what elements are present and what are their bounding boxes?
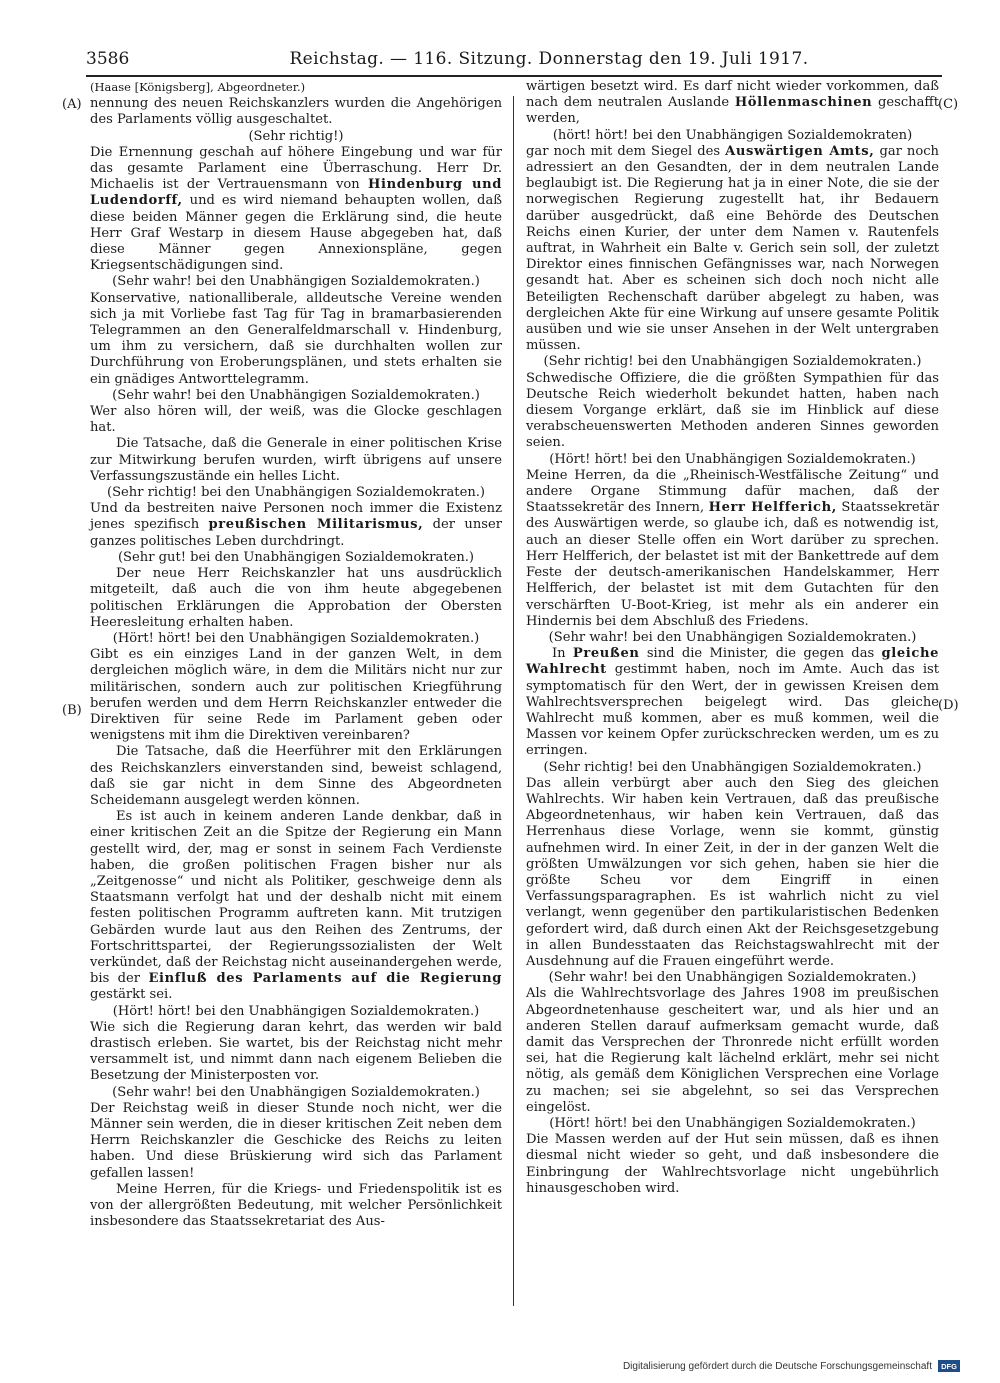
paragraph: Wie sich die Regierung daran kehrt, das werden wir bald drastisch erleben. Sie wartet, bis der Reichstag nicht mehr versammelt ist, und nimmt dann nach eigenem Belieben die Besetzung der Ministerposten vor. (90, 1019, 502, 1084)
speaker-attribution: (Haase [Königsberg], Abgeordneter.) (90, 80, 306, 94)
margin-marker-b: (B) (62, 703, 82, 718)
paragraph: Die Massen werden auf der Hut sein müssen, daß es ihnen diesmal nicht wieder so geht, und daß insbesondere die Einbringung der Wahlrechtsvorlage nicht ungebührlich hinausgeschoben wird. (526, 1132, 939, 1196)
paragraph: Konservative, nationalliberale, alldeutsche Vereine wenden sich ja mit Vorliebe fast Tag für Tag in bramarbasierenden Telegrammen an den Generalfeldmarschall v. Hindenburg, um ihm zu versichern, daß sie durchhalten wollen zur Durchführung von Eroberungsplänen, und stets erhalten sie ein gnädiges Antworttelegramm. (90, 290, 502, 387)
interjection: (hört! hört! bei den Unabhängigen Sozialdemokraten) (552, 127, 913, 143)
interjection: (Hört! hört! bei den Unabhängigen Sozialdemokraten.) (112, 630, 480, 646)
credit-text: Digitalisierung gefördert durch die Deutsche Forschungsgemeinschaft (622, 1360, 932, 1372)
paragraph: In Preußen sind die Minister, die gegen das gleiche Wahlrecht gestimmt haben, noch im Amte. Auch das ist symptomatisch für den Wert, der in gewissen Kreisen dem Wahlrechtsversprechen beigelegt wird. Das gleiche Wahlrecht muß kommen, aber es muß kommen, weil die Massen vor keinem Opfer zurückschrecken werden, um es zu erringen. (526, 646, 940, 759)
paragraph: Das allein verbürgt aber auch den Sieg des gleichen Wahlrechts. Wir haben kein Vertrauen, daß das preußische Abgeordnetenhaus, wir haben kein Vertrauen, daß das Herrenhaus diese Vorlage, wenn sie kommt, günstig aufnehmen wird. In einer Zeit, in der in der ganzen Welt die größten Umwälzungen vor sich gehen, haben sie hier die größte Scheu vor dem Eingriff in einen Verfassungsparagraphen. Es ist wahrlich nicht zu viel verlangt, wenn gegenüber den partikularistischen Bedenken gefordert wird, daß durch einen Akt der Reichsgesetzgebung in allen Bundesstaaten das Reichstagswahlrecht mit der Ausdehnung auf die Frauen eingeführt werde. (526, 775, 939, 969)
interjection: (Sehr wahr! bei den Unabhängigen Sozialdemokraten.) (548, 629, 917, 645)
interjection: (Sehr richtig! bei den Unabhängigen Sozialdemokraten.) (543, 759, 922, 775)
paragraph: gar noch mit dem Siegel des Auswärtigen Amts, gar noch adressiert an den Gesandten, der in dem neutralen Lande beglaubigt ist. Die Regierung hat ja in einer Note, die sie der norwegischen Regierung zugestellt hat, ihr Bedauern darüber ausgedrückt, daß eine Behörde des Deutschen Reichs einen Kurier, der unter dem Namen v. Rautenfels auftrat, in Wahrheit ein Balte v. Gerich sein soll, der zuletzt Direktor eines finnischen Gefängnisses war, nach Norwegen gesandt hat. Aber es scheinen sich doch noch nicht alle Beteiligten Rechenschaft darüber abgelegt zu haben, was dergleichen Akte für eine Wirkung auf unsere gesamte Politik ausüben und wie sie unser Ansehen in der Welt untergraben müssen. (526, 143, 939, 354)
interjection: (Sehr gut! bei den Unabhängigen Sozialdemokraten.) (117, 549, 475, 565)
paragraph: wärtigen besetzt wird. Es darf nicht wieder vorkommen, daß nach dem neutralen Auslande Höllenmaschinen geschafft werden, (526, 79, 939, 127)
running-title: Reichstag. — 116. Sitzung. Donnerstag den 19. Juli 1917. (289, 49, 809, 69)
interjection: (Sehr richtig! bei den Unabhängigen Sozialdemokraten.) (543, 354, 922, 370)
interjection: (Sehr wahr! bei den Unabhängigen Sozialdemokraten.) (112, 387, 480, 403)
paragraph: Der Reichstag weiß in dieser Stunde noch nicht, wer die Männer sein werden, die in dieser kritischen Zeit neben dem Herrn Reichskanzler die Geschicke des Reichs zu leiten haben. Und diese Brüskierung wird sich das Parlament gefallen lassen! (90, 1100, 502, 1181)
interjection: (Sehr wahr! bei den Unabhängigen Sozialdemokraten.) (112, 1084, 480, 1100)
interjection: (Sehr wahr! bei den Unabhängigen Sozialdemokraten.) (112, 274, 480, 290)
paragraph: Der neue Herr Reichskanzler hat uns ausdrücklich mitgeteilt, daß auch die von ihm heute abgegebenen politischen Erklärungen die Approbation der Obersten Heeresleitung erhalten haben. (90, 566, 502, 630)
margin-marker-d: (D) (938, 698, 959, 713)
emphasis: Einfluß des Parlaments auf die Regierung (148, 971, 502, 987)
digitization-credit (610, 1357, 960, 1375)
emphasis: gleiche Wahlrecht (526, 646, 940, 678)
interjection: (Sehr richtig!) (248, 128, 344, 144)
emphasis: Auswärtigen Amts, (725, 143, 875, 159)
column-divider (513, 96, 514, 1306)
paragraph: Wer also hören will, der weiß, was die Glocke geschlagen hat. (90, 404, 502, 436)
left-column (90, 79, 502, 1230)
emphasis: Preußen (572, 646, 640, 662)
paragraph: Schwedische Offiziere, die die größten Sympathien für das Deutsche Reich wiederholt bekundet hatten, haben nach diesem Vorgange erklärt, daß sie im Hinblick auf diese verabscheuenswerten Methoden anderen Sinnes geworden seien. (526, 370, 939, 451)
emphasis: Hindenburg und Ludendorff, (90, 177, 502, 209)
dfg-logo-icon: DFG (938, 1360, 960, 1372)
right-column (526, 79, 939, 1197)
paragraph: Meine Herren, für die Kriegs- und Friedenspolitik ist es von der allergrößten Bedeutung, mit welcher Persönlichkeit insbesondere das Staatssekretariat des Aus- (90, 1181, 502, 1230)
interjection: (Sehr wahr! bei den Unabhängigen Sozialdemokraten.) (548, 970, 917, 986)
margin-marker-a: (A) (62, 97, 82, 112)
paragraph: Und da bestreiten naive Personen noch immer die Existenz jenes spezifisch preußischen Militarismus, der unser ganzes politisches Leben durchdringt. (90, 501, 502, 549)
paragraph: Die Tatsache, daß die Generale in einer politischen Krise zur Mitwirkung berufen wurden, wirft übrigens auf unsere Verfassungszustände ein helles Licht. (90, 436, 502, 484)
page-number: 3586 (86, 49, 130, 69)
interjection: (Hört! hört! bei den Unabhängigen Sozialdemokraten.) (549, 1116, 916, 1131)
interjection: (Hört! hört! bei den Unabhängigen Sozialdemokraten.) (549, 451, 916, 467)
header-rule (86, 75, 942, 77)
emphasis: preußischen Militarismus, (208, 517, 424, 533)
emphasis: Herr Helfferich, (708, 500, 837, 516)
margin-marker-c: (C) (938, 97, 959, 112)
paragraph: nennung des neuen Reichskanzlers wurden die Angehörigen des Parlaments völlig ausgeschaltet. (90, 96, 502, 128)
paragraph: Gibt es ein einziges Land in der ganzen Welt, in dem dergleichen möglich wäre, in dem die Militärs nicht nur zur militärischen, sondern auch zur politischen Kriegführung berufen werden und dem Herrn Reichskanzler entweder die Direktiven für seine Rede im Parlament geben oder wenigstens mit ihm die Direktiven vereinbaren? (90, 647, 502, 744)
paragraph: Meine Herren, da die „Rheinisch-Westfälische Zeitung“ und andere Organe Stimmung dafür machen, daß der Staatssekretär des Innern, Herr Helfferich, Staatssekretär des Auswärtigen werde, so glaube ich, daß es notwendig ist, auch an dieser Stelle offen ein Wort darüber zu sprechen. Herr Helfferich, der belastet ist mit der Bankettrede auf dem Feste der deutsch-amerikanischen Handelskammer, Herr Helfferich, der belastet ist mit dem Gutachten für den verschärften U-Boot-Krieg, ist mehr als ein anderer ein Hindernis bei dem Abschluß des Friedens. (526, 467, 939, 629)
paragraph: Es ist auch in keinem anderen Lande denkbar, daß in einer kritischen Zeit an die Spitze der Regierung ein Mann gestellt wird, der, mag er sonst in seinem Fach Verdienste haben, die großen politischen Fragen bisher nur als „Zeitgenosse“ und nicht als Politiker, geschweige denn als Staatsmann verfolgt hat und der deshalb nicht mit einem festen politischen Programm auftreten kann. Mit trutzigen Gebärden wurde laut aus den Reihen des Zentrums, der Fortschrittspartei, der Regierungssozialisten der Welt verkündet, daß der Reichstag nicht auseinandergehen werde, bis der Einfluß des Parlaments auf die Regierung gestärkt sei. (90, 809, 502, 1003)
paragraph: Die Ernennung geschah auf höhere Eingebung und war für das gesamte Parlament eine Überraschung. Herr Dr. Michaelis ist der Vertrauensmann von Hindenburg und Ludendorff, und es wird niemand behaupten wollen, daß diese beiden Männer gegen die Erklärung sind, die heute Herr Graf Westarp in diesem Hause abgegeben hat, daß diese Männer gegen Annexionspläne, gegen Kriegsentschädigungen sind. (90, 144, 502, 274)
interjection: (Hört! hört! bei den Unabhängigen Sozialdemokraten.) (112, 1003, 480, 1019)
interjection: (Sehr richtig! bei den Unabhängigen Sozialdemokraten.) (106, 485, 486, 501)
page-header (86, 49, 942, 75)
paragraph: Als die Wahlrechtsvorlage des Jahres 1908 im preußischen Abgeordnetenhause gescheitert war, und als hier und an anderen Stellen darauf aufmerksam gemacht wurde, daß damit das Versprechen der Thronrede nicht erfüllt worden sei, hat die Regierung kalt lächelnd erklärt, mehr sei nicht nötig, als gemäß dem Königlichen Versprechen eine Vorlage zu machen; sei sie abgelehnt, so sei das Versprechen eingelöst. (526, 986, 939, 1115)
paragraph: Die Tatsache, daß die Heerführer mit den Erklärungen des Reichskanzlers einverstanden sind, beweist schlagend, daß sie gar nicht in dem Sinne des Abgeordneten Scheidemann ausgelegt werden können. (90, 744, 502, 808)
emphasis: Höllenmaschinen (734, 95, 873, 111)
